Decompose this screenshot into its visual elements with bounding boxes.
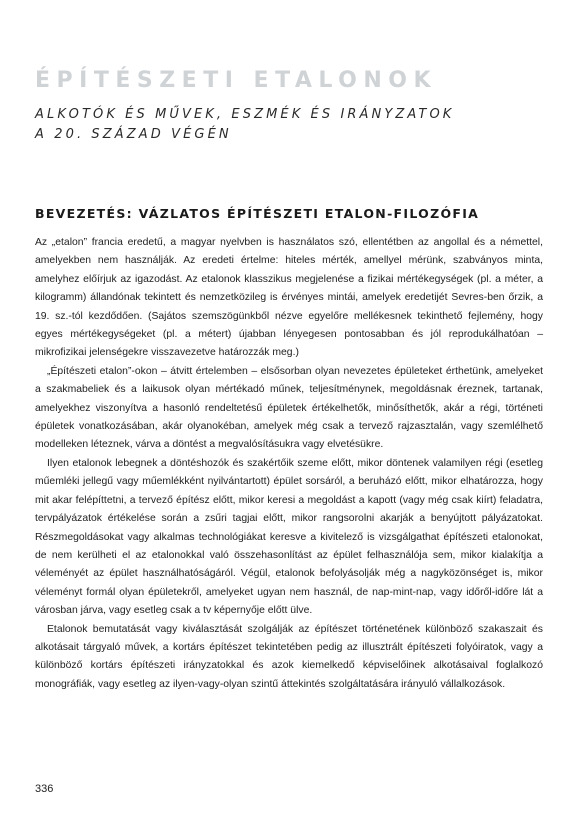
paragraph: Az „etalon” francia eredetű, a magyar nyelvben is használatos szó, ellentétben az angollal és a némettel, amelyekben nem használják. Az eredeti értelme: hiteles mérték, amellyel mérünk, szabványos minta, amelyhez előírjuk az igazodást. Az etalonok klasszikus megjelenése a fizikai mértékegységek (pl. a méter, a kilogramm) állandónak tekintett és nemzetközileg is érvényes mintái, amelyek eredetijét Sevres-ben őrzik, a 19. sz.-tól kezdődően. (Sajátos szemszögünkből nézve egyelőre mellékesnek tekinthető fejlemény, hogy egyes mértékegységeket (pl. a métert) újabban lényegesen pontosabban és jól reprodukálhatóan – mikrofizikai jelenségekre visszavezetve határozzák meg.) bbox=[35, 237, 543, 359]
section-heading: BEVEZETÉS: VÁZLATOS ÉPÍTÉSZETI ETALON-FILOZÓFIA bbox=[35, 206, 480, 221]
paragraph: Etalonok bemutatását vagy kiválasztását szolgálják az építészet történetének különböző szakaszait és alkotásait tárgyaló művek, a kortárs építészet tekintetében pedig az illusztrált építészeti folyóiratok, vagy a különböző kortárs építészeti irányzatokkal és azok kiemelkedő képviselőinek alkotásaival foglalkozó monográfiák, vagy esetleg az ilyen-vagy-olyan szintű áttekintés szolgáltatására irányuló vállalkozások. bbox=[35, 623, 543, 690]
chapter-title: ÉPÍTÉSZETI ETALONOK bbox=[35, 68, 438, 93]
paragraph: Ilyen etalonok lebegnek a döntéshozók és szakértőik szeme előtt, mikor döntenek valamilyen régi (esetleg műemléki jellegű vagy műemlékként nyilvántartott) épület sorsáról, a beruházó előtt, mikor elhatározza, hogy mit akar felépíttetni, a tervező építész előtt, mikor keresi a megoldást a kapott (vagy még csak kiírt) feladatra, tervpályázatok értékelése során a zsűri tagjai előtt, mikor rangsorolni akarják a benyújtott pályázatokat. Részmegoldásokat vagy alkalmas technológiákat keresve a kivitelező is vizsgálgathat építészeti etalonokat, de nem kerülheti el az etalonokkal való összehasonlítást az épület felhasználója sem, mikor kialakítja a véleményét az épület használhatóságáról. Végül, etalonok befolyásolják még a nagyközönséget is, mikor véleményt formál olyan épületekről, amelyeket ugyan nem használ, de nap-mint-nap, vagy időről-időre lát a városban járva, vagy esetleg csak a tv képernyője előtt ülve. bbox=[35, 457, 543, 617]
chapter-subtitle-line-1: ALKOTÓK ÉS MŰVEK, ESZMÉK ÉS IRÁNYZATOK bbox=[35, 107, 455, 122]
paragraph: „Építészeti etalon”-okon – átvitt értelemben – elsősorban olyan nevezetes épületeket érthetünk, amelyeket a szakmabeliek és a laikusok olyan mértékadó műnek, teljesítménynek, megoldásnak éreznek, tartanak, amelyekhez viszonyítva a hasonló rendeltetésű épületek értékelhetők, minősíthetők, akár a régi, történeti épületek vonatkozásában, akár olyanokéban, amelyek még csak a tervező rajzasztalán, vagy szemlélhető modelleken léteznek, várva a döntést a megvalósításukra vagy elvetésükre. bbox=[35, 365, 543, 451]
body-text bbox=[35, 234, 543, 694]
chapter-subtitle-line-2: A 20. SZÁZAD VÉGÉN bbox=[35, 127, 232, 142]
page-number: 336 bbox=[35, 783, 54, 795]
